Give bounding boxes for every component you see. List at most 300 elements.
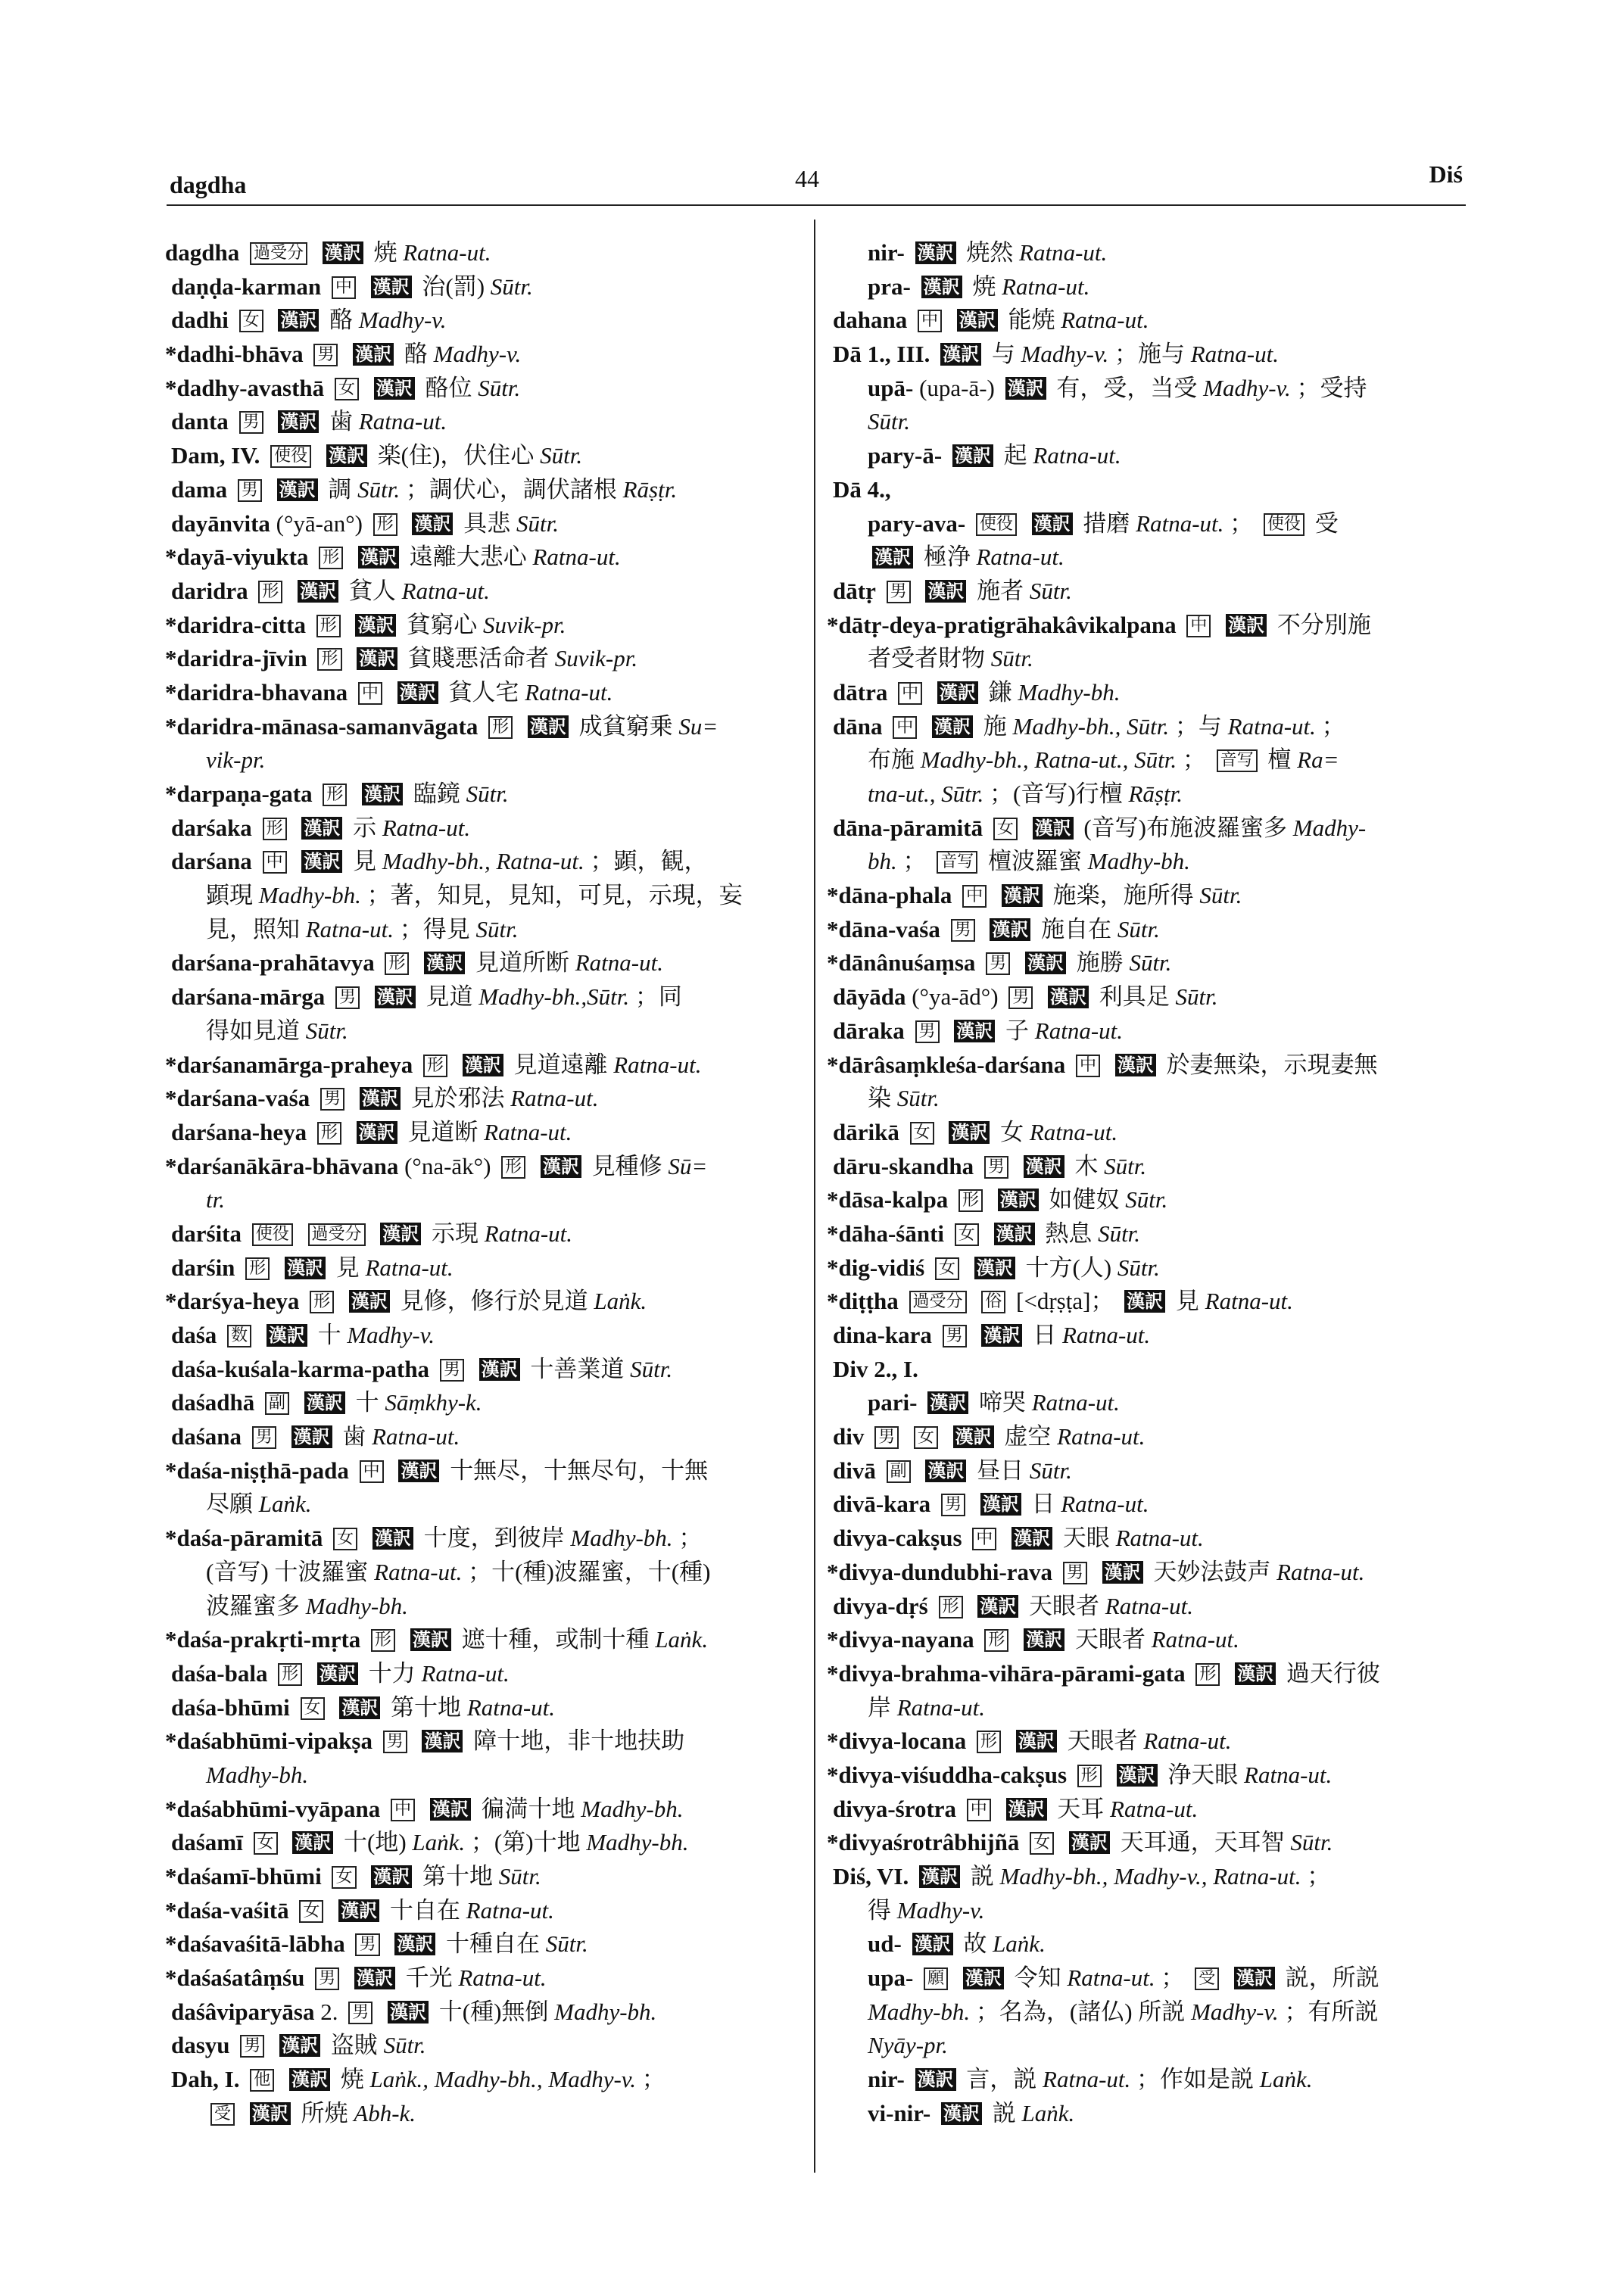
grammar-tag: 中	[1076, 1055, 1100, 1077]
grammar-tag: 過受分	[250, 242, 307, 265]
source-reference: Ratna-ut.	[372, 1423, 460, 1450]
source-reference: Laṅk.	[258, 1491, 312, 1518]
translation-badge: 漢訳	[949, 1121, 990, 1144]
left-entry-line	[165, 405, 795, 439]
translation-badge: 漢訳	[371, 276, 412, 298]
headword: *daśavaśitā-lābha	[165, 1930, 345, 1958]
gloss-text: 令知	[1014, 1964, 1068, 1992]
gloss-text: 見種修	[591, 1152, 669, 1179]
translation-badge: 漢訳	[919, 1865, 960, 1888]
right-entry-line	[827, 1319, 1461, 1353]
translation-badge: 漢訳	[1117, 1764, 1158, 1787]
headword: *dāna-phala	[827, 882, 952, 909]
gloss-text: 天眼者	[1029, 1592, 1105, 1619]
headword: *daridra-citta	[165, 611, 306, 638]
gloss-text: 利具足	[1099, 983, 1176, 1011]
left-entry-line	[165, 1183, 795, 1217]
left-entry-line	[165, 1420, 795, 1454]
headword: divā	[833, 1456, 876, 1484]
gloss-text: ；	[678, 1525, 703, 1552]
source-reference: Sūtr.	[990, 645, 1033, 672]
right-entry-line	[827, 2063, 1461, 2097]
translation-badge: 漢訳	[357, 1121, 397, 1144]
grammar-tag: 過受分	[909, 1291, 967, 1313]
source-reference: Madhy-v.	[347, 1322, 435, 1348]
translation-badge: 漢訳	[957, 309, 998, 332]
translation-badge: 漢訳	[424, 952, 465, 974]
source-reference: Ratna-ut.	[484, 1118, 572, 1145]
grammar-tag: 男	[315, 1967, 339, 1990]
gloss-text: 盗賊	[330, 2032, 384, 2059]
source-reference: Sū=	[668, 1152, 708, 1179]
gloss-text: 十(地)	[344, 1829, 413, 1856]
translation-badge: 漢訳	[317, 1662, 358, 1685]
grammar-tag: 女	[301, 1697, 325, 1720]
translation-badge: 漢訳	[301, 850, 342, 873]
gloss-text: 得如見道	[206, 1017, 306, 1044]
source-reference: Madhy-bh.	[868, 1998, 971, 2025]
right-entry-line	[827, 1183, 1461, 1217]
left-entry-line	[165, 1454, 795, 1488]
grammar-tag: 使役	[270, 445, 311, 468]
grammar-tag: 女	[333, 1528, 357, 1550]
grammar-tag: 使役	[1264, 513, 1304, 536]
header-first-headword: dagdha	[170, 171, 247, 198]
grammar-tag: 男	[915, 1020, 940, 1043]
grammar-tag: 形	[423, 1055, 447, 1077]
translation-badge: 漢訳	[430, 1798, 471, 1821]
source-reference: Madhy-bh.	[554, 1998, 657, 2025]
gloss-text: ；与	[1174, 712, 1228, 740]
translation-badge: 漢訳	[1005, 377, 1046, 400]
gloss-text: (音写)布施波羅蜜多	[1083, 814, 1293, 841]
grammar-tag: 中	[893, 716, 917, 739]
source-reference: Ratna-ut.	[1115, 1525, 1204, 1552]
gloss-text: ；(第)十地	[470, 1829, 587, 1856]
grammar-tag: 男	[440, 1359, 464, 1382]
right-entry-line	[827, 710, 1461, 744]
translation-badge: 漢訳	[338, 1899, 379, 1922]
source-reference: Laṅk.	[655, 1626, 709, 1653]
source-reference: Madhy-bh., Ratna-ut.	[382, 848, 584, 875]
headword: *divyaśrotrâbhijñā	[827, 1829, 1020, 1856]
gloss-text: 歯	[342, 1423, 372, 1450]
source-reference: Su=	[678, 712, 718, 740]
headword: pari-	[868, 1389, 918, 1416]
source-reference: Laṅk.	[1259, 2066, 1313, 2093]
right-entry-line	[827, 338, 1461, 372]
gloss-text: 施	[983, 712, 1013, 740]
gloss-text: 顕現	[206, 882, 259, 909]
source-reference: Ratna-ut.	[358, 408, 447, 435]
headword: nir-	[868, 2066, 905, 2093]
headword: divya-dṛś	[833, 1592, 928, 1619]
left-entry-line	[165, 575, 795, 609]
gloss-text: 天耳	[1057, 1795, 1111, 1822]
grammar-tag: 男	[874, 1426, 899, 1449]
grammar-tag: 数	[227, 1325, 251, 1347]
header-last-headword: Diś	[1429, 160, 1463, 188]
gloss-text: ；調伏心，調伏諸根	[405, 475, 623, 503]
headword: *dadhy-avasthā	[165, 374, 325, 401]
gloss-text: 酪	[404, 341, 434, 368]
translation-badge: 漢訳	[304, 1391, 345, 1414]
grammar-tag: 形	[984, 1629, 1008, 1652]
right-entry-line	[827, 1961, 1461, 1995]
gloss-text: 過天行彼	[1286, 1659, 1380, 1687]
source-reference: Madhy-bh., Sūtr.	[1012, 712, 1170, 740]
left-entry-line	[165, 2097, 795, 2131]
headword: *dānânuśaṃsa	[827, 949, 976, 977]
headword: dahana	[833, 307, 908, 334]
gloss-text: 貧窮心	[407, 611, 483, 638]
gloss-text: 得	[868, 1896, 897, 1924]
right-entry-line	[827, 642, 1461, 676]
translation-badge: 漢訳	[925, 1460, 966, 1482]
headword: divā-kara	[833, 1491, 931, 1518]
right-entry-line	[827, 1420, 1461, 1454]
headword: *daśa-niṣṭhā-pada	[165, 1456, 349, 1484]
right-entry-line	[827, 609, 1461, 643]
grammar-tag: 中	[391, 1799, 415, 1821]
gloss-text: 所焼	[301, 2099, 354, 2126]
gloss-text: ；作如是説	[1136, 2066, 1260, 2093]
gloss-text: 障十地，非十地扶助	[473, 1728, 685, 1755]
source-reference: Ratna-ut.	[1276, 1558, 1365, 1585]
headword: dātra	[833, 678, 888, 706]
left-entry-line	[165, 1894, 795, 1928]
gloss-text: 成貧窮乗	[578, 712, 679, 740]
gloss-text: 2.	[320, 1998, 344, 2025]
source-reference: Sūtr.	[383, 2032, 426, 2059]
translation-badge: 漢訳	[974, 1257, 1015, 1279]
source-reference: Suvik-pr.	[554, 645, 638, 672]
translation-badge: 漢訳	[927, 1391, 968, 1414]
grammar-tag: 受	[1195, 1967, 1219, 1990]
left-entry-line	[165, 980, 795, 1014]
grammar-tag: 形	[501, 1156, 525, 1179]
gloss-text: 十(種)無倒	[438, 1998, 555, 2025]
left-entry-line	[165, 1826, 795, 1860]
headword: pra-	[868, 273, 911, 300]
grammar-tag: 男	[355, 1933, 379, 1956]
right-entry-line	[827, 879, 1461, 913]
grammar-tag: 男	[335, 986, 360, 1009]
gloss-text: ；顕，観，	[590, 848, 708, 875]
headword: *dāha-śānti	[827, 1220, 945, 1247]
gloss-text: 鎌	[988, 678, 1018, 706]
right-entry-line	[827, 1995, 1461, 2030]
translation-badge: 漢訳	[371, 1865, 412, 1888]
source-reference: Rāṣṭr.	[622, 475, 678, 503]
left-entry-line	[165, 1995, 795, 2030]
grammar-tag: 男	[1063, 1562, 1087, 1584]
source-reference: Ratna-ut.	[421, 1659, 510, 1687]
right-entry-line	[827, 1522, 1461, 1556]
left-entry-line	[165, 1014, 795, 1048]
gloss-text: 見道所断	[475, 949, 575, 977]
translation-badge: 漢訳	[326, 444, 367, 467]
left-entry-line	[165, 236, 795, 270]
source-reference: Madhy-	[1292, 814, 1367, 841]
source-reference: Madhy-bh.	[1018, 678, 1121, 706]
right-entry-line	[827, 1048, 1461, 1083]
source-reference: Sūtr.	[466, 780, 509, 807]
left-entry-line	[165, 1353, 795, 1387]
source-reference: vik-pr.	[206, 746, 266, 774]
left-entry-line	[165, 1691, 795, 1725]
source-reference: tr.	[206, 1186, 225, 1213]
translation-badge: 漢訳	[323, 241, 363, 264]
left-entry-line	[165, 1793, 795, 1827]
grammar-tag: 形	[245, 1257, 270, 1280]
grammar-tag: 中	[360, 1460, 384, 1483]
grammar-tag: 中	[962, 885, 987, 908]
grammar-tag: 形	[319, 547, 343, 569]
gloss-text: 如健奴	[1049, 1186, 1126, 1213]
source-reference: Ratna-ut.	[1061, 307, 1149, 334]
right-entry-line	[827, 1793, 1461, 1827]
grammar-tag: 中	[898, 682, 922, 705]
grammar-tag: 中	[263, 851, 287, 874]
gloss-text: 波羅蜜多	[206, 1592, 306, 1619]
gloss-text: 浄天眼	[1167, 1761, 1245, 1788]
header-rule	[167, 204, 1466, 206]
grammar-tag: 中	[332, 276, 356, 299]
source-reference: Madhy-bh., Madhy-v., Ratna-ut.	[999, 1863, 1301, 1890]
right-entry-line	[827, 1657, 1461, 1691]
source-reference: Sūtr.	[540, 442, 583, 469]
left-entry-line	[165, 2063, 795, 2097]
gloss-text: 有，受，当受	[1056, 374, 1204, 401]
grammar-tag: 中	[972, 1528, 996, 1550]
grammar-tag: 形	[317, 648, 341, 671]
source-reference: Ratna-ut.	[1061, 1491, 1149, 1518]
source-reference: Ratna-ut.	[374, 1558, 463, 1585]
headword: *divya-viśuddha-cakṣus	[827, 1761, 1068, 1788]
source-reference: Ratna-ut.	[1002, 273, 1090, 300]
source-reference: Sūtr.	[1029, 577, 1072, 604]
translation-badge: 漢訳	[380, 1223, 421, 1245]
headword: Dam, IV.	[171, 442, 260, 469]
gloss-text: 遠離大悲心	[409, 544, 533, 571]
left-entry-line	[165, 1556, 795, 1590]
headword: *daridra-bhavana	[165, 678, 348, 706]
headword: dāraka	[833, 1017, 905, 1044]
source-reference: Ratna-ut.	[365, 1254, 454, 1281]
column-divider	[814, 220, 815, 2173]
right-entry-line	[827, 405, 1461, 439]
gloss-text: 調	[328, 475, 358, 503]
grammar-tag: 男	[238, 479, 262, 502]
gloss-text: ；十(種)波羅蜜，十(種)	[468, 1558, 711, 1585]
gloss-text: 臨鏡	[413, 780, 466, 807]
translation-badge: 漢訳	[1226, 614, 1267, 637]
grammar-tag: 中	[1186, 615, 1211, 637]
source-reference: Sūtr.	[475, 915, 519, 942]
grammar-tag: 女	[239, 310, 263, 332]
grammar-tag: 女	[993, 818, 1018, 840]
gloss-text: 女	[1000, 1118, 1030, 1145]
translation-badge: 漢訳	[1011, 1527, 1052, 1550]
headword: dagdha	[165, 239, 240, 266]
source-reference: Madhy-v.	[1191, 1998, 1279, 2025]
left-entry-line	[165, 1657, 795, 1691]
translation-badge: 漢訳	[937, 681, 978, 704]
gloss-text: 天眼者	[1067, 1728, 1144, 1755]
translation-badge: 漢訳	[1234, 1967, 1275, 1989]
translation-badge: 漢訳	[1006, 1798, 1047, 1821]
left-entry-line	[165, 1116, 795, 1150]
grammar-tag: 形	[488, 716, 513, 739]
headword: *daśabhūmi-vipakṣa	[165, 1728, 372, 1755]
headword: darśita	[171, 1220, 242, 1247]
gloss-text: ；施与	[1114, 341, 1191, 368]
translation-badge: 漢訳	[397, 681, 438, 704]
gloss-text: 焼	[340, 2066, 370, 2093]
left-entry-line	[165, 304, 795, 338]
source-reference: Ratna-ut.	[1043, 2066, 1131, 2093]
headword: *daśaśatâṃśu	[165, 1964, 305, 1992]
left-entry-line	[165, 1386, 795, 1420]
source-reference: Sūtr.	[1098, 1220, 1141, 1247]
gloss-text: 受	[1314, 509, 1339, 537]
gloss-text: (upa-ā-)	[919, 374, 1001, 401]
gloss-text: 染	[868, 1085, 897, 1112]
left-entry-line	[165, 338, 795, 372]
translation-badge: 漢訳	[921, 276, 962, 298]
headword: *daśa-pāramitā	[165, 1525, 323, 1552]
translation-badge: 漢訳	[278, 309, 319, 332]
grammar-tag: 女	[910, 1122, 934, 1145]
source-reference: Nyāy-pr.	[868, 2032, 948, 2059]
right-column	[827, 236, 1461, 2131]
gloss-text: 貧人宅	[448, 678, 525, 706]
gloss-text: 極浄	[923, 544, 977, 571]
gloss-text: 昼日	[977, 1456, 1030, 1484]
grammar-tag: 願	[924, 1967, 948, 1990]
source-reference: Sūtr.	[1029, 1456, 1072, 1484]
source-reference: Ratna-ut.	[466, 1693, 556, 1721]
headword: *divya-brahma-vihāra-pārami-gata	[827, 1659, 1186, 1687]
source-reference: Ratna-ut.	[1227, 712, 1316, 740]
gloss-text: ；	[1161, 1964, 1191, 1992]
headword: nir-	[868, 239, 905, 266]
grammar-tag: 形	[310, 1291, 334, 1313]
headword: *dāna-vaśa	[827, 915, 940, 942]
headword: *diṭṭha	[827, 1288, 899, 1315]
translation-badge: 漢訳	[250, 2102, 291, 2125]
source-reference: Madhy-bh.	[258, 882, 361, 909]
grammar-tag: 男	[941, 1494, 965, 1516]
source-reference: tna-ut., Sūtr.	[868, 780, 984, 807]
source-reference: Madhy-v.	[896, 1896, 985, 1924]
grammar-tag: 形	[939, 1596, 963, 1618]
translation-badge: 漢訳	[375, 986, 416, 1008]
grammar-tag: 受	[210, 2103, 235, 2126]
source-reference: Ratna-ut.	[510, 1085, 599, 1112]
left-entry-line	[165, 1590, 795, 1624]
right-entry-line	[827, 1590, 1461, 1624]
gloss-text: 見修，修行於見道	[400, 1288, 594, 1315]
gloss-text: 布施	[868, 746, 921, 774]
gloss-text: 措磨	[1083, 509, 1136, 537]
right-entry-line	[827, 743, 1461, 777]
grammar-tag: 女	[332, 1866, 356, 1889]
source-reference: Ra=	[1297, 746, 1339, 774]
translation-badge: 漢訳	[358, 546, 399, 569]
gloss-text: ；	[641, 2066, 665, 2093]
source-reference: Ratna-ut.	[1019, 239, 1108, 266]
headword: dasyu	[171, 2032, 230, 2059]
right-entry-line	[827, 1759, 1461, 1793]
source-reference: Sūtr.	[1129, 949, 1172, 977]
translation-badge: 漢訳	[479, 1358, 520, 1381]
left-entry-line	[165, 1623, 795, 1657]
headword: upa-	[868, 1964, 914, 1992]
right-entry-line	[827, 1894, 1461, 1928]
right-entry-line	[827, 913, 1461, 947]
left-entry-line	[165, 1860, 795, 1894]
headword: *dātṛ-deya-pratigrāhakâvikalpana	[827, 611, 1177, 638]
translation-badge: 漢訳	[279, 2034, 320, 2057]
page-number: 44	[795, 165, 819, 192]
headword: Dah, I.	[171, 2066, 240, 2093]
source-reference: Ratna-ut.	[1057, 1423, 1146, 1450]
headword: divya-cakṣus	[833, 1525, 962, 1552]
source-reference: Ratna-ut.	[613, 1051, 702, 1078]
gloss-text: ；名為，(諸仏) 所説	[975, 1998, 1192, 2025]
translation-badge: 漢訳	[1048, 986, 1089, 1008]
left-entry-line	[165, 879, 795, 913]
left-entry-line	[165, 710, 795, 744]
headword: daśa	[171, 1322, 217, 1348]
headword: danta	[171, 408, 229, 435]
source-reference: Sūtr.	[478, 374, 521, 401]
gloss-text: 者受者財物	[868, 645, 991, 672]
left-entry-line	[165, 1724, 795, 1759]
source-reference: bh.	[868, 848, 897, 875]
source-reference: Sūtr.	[896, 1085, 940, 1112]
left-column	[165, 236, 795, 2131]
grammar-tag: 形	[258, 581, 282, 603]
left-entry-line	[165, 812, 795, 846]
headword: daśamī	[171, 1829, 243, 1856]
source-reference: Madhy-v.	[1203, 374, 1291, 401]
gloss-text: 天耳通，天耳智	[1120, 1829, 1291, 1856]
gloss-text: 岸	[868, 1693, 897, 1721]
gloss-text: ；同	[634, 983, 682, 1011]
source-reference: Madhy-v.	[1021, 341, 1109, 368]
gloss-text: 酪	[329, 307, 359, 334]
right-entry-line	[827, 1488, 1461, 1522]
grammar-tag: 女	[1030, 1832, 1054, 1855]
right-entry-line	[827, 1556, 1461, 1590]
translation-badge: 漢訳	[388, 2001, 429, 2024]
grammar-tag: 男	[252, 1426, 276, 1449]
translation-badge: 漢訳	[952, 444, 993, 467]
right-entry-line	[827, 1082, 1461, 1116]
translation-badge: 漢訳	[1024, 1155, 1064, 1178]
grammar-tag: 形	[323, 784, 347, 806]
grammar-tag: 女	[935, 1257, 959, 1280]
source-reference: Sūtr.	[1290, 1829, 1333, 1856]
translation-badge: 漢訳	[932, 715, 973, 738]
source-reference: Ratna-ut.	[1151, 1626, 1239, 1653]
gloss-text: 具悲	[463, 509, 516, 537]
gloss-text: 於妻無染，示現妻無	[1166, 1051, 1378, 1078]
gloss-text: 貧賤悪活命者	[408, 645, 555, 672]
